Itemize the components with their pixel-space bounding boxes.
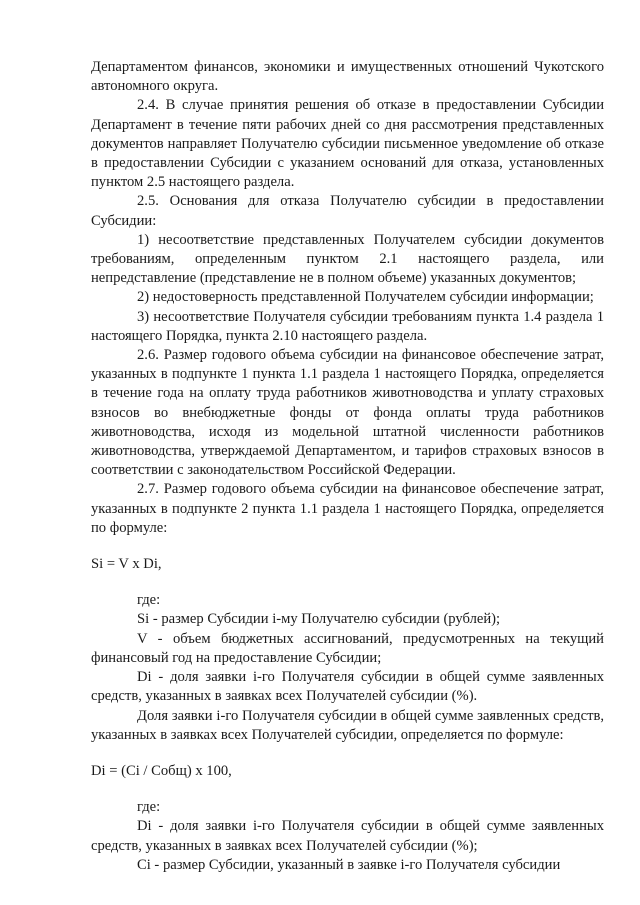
where-label-2: где: — [137, 799, 161, 816]
paragraph-2-5: 2.5. Основания для отказа Получателю субсидии в предоставлении Субсидии: — [91, 193, 604, 229]
where-label-1: где: — [137, 592, 161, 609]
document-body — [91, 58, 604, 875]
paragraph-2-5-item-3: 3) несоответствие Получателя субсидии требованиям пункта 1.4 раздела 1 настоящего Порядка, пункта 2.10 настоящего раздела. — [91, 308, 604, 344]
paragraph-2-7: 2.7. Размер годового объема субсидии на финансовое обеспечение затрат, указанных в подпункте 2 пункта 1.1 раздела 1 настоящего Порядка, определяется по формуле: — [91, 481, 604, 536]
formula-di: Di = (Ci / Cобщ) x 100, — [91, 762, 232, 779]
formula-si: Si = V x Di, — [91, 556, 162, 573]
definition-ci: Ci - размер Субсидии, указанный в заявке i-го Получателя субсидии — [137, 856, 561, 873]
paragraph-2-5-item-1: 1) несоответствие представленных Получателем субсидии документов требованиям, определенным пунктом 2.1 настоящего раздела, или непредставление (представление не в полном объеме) указанных документов; — [91, 231, 604, 287]
definition-si: Si - размер Субсидии i-му Получателю субсидии (рублей); — [137, 611, 501, 628]
paragraph-2-5-item-2: 2) недостоверность представленной Получателем субсидии информации; — [137, 289, 594, 306]
paragraph-2-6: 2.6. Размер годового объема субсидии на финансовое обеспечение затрат, указанных в подпункте 1 пункта 1.1 раздела 1 настоящего Порядка, определяется в течение года на оплату труда работников животноводства и уплату страховых взносов во внебюджетные фонды от фонда оплаты труда работников животноводства, исходя из модельной штатной численности работников животноводства, утверждаемой Департаментом, и тарифов страховых взносов в соответствии с законодательством Российской Федерации. — [91, 347, 604, 479]
paragraph-share-intro: Доля заявки i-го Получателя субсидии в общей сумме заявленных средств, указанных в заявках всех Получателей субсидии, определяется по формуле: — [91, 707, 604, 743]
definition-di-2: Di - доля заявки i-го Получателя субсидии в общей сумме заявленных средств, указанных в заявках всех Получателей субсидии (%); — [91, 818, 604, 854]
paragraph-2-4: 2.4. В случае принятия решения об отказе в предоставлении Субсидии Департамент в течение пяти рабочих дней со дня рассмотрения представленных документов направляет Получателю субсидии письменное уведомление об отказе в предоставлении Субсидии с указанием оснований для отказа, установленных пунктом 2.5 настоящего раздела. — [91, 97, 604, 191]
paragraph-department: Департаментом финансов, экономики и имущественных отношений Чукотского автономного округа. — [91, 59, 604, 95]
definition-di: Di - доля заявки i-го Получателя субсидии в общей сумме заявленных средств, указанных в заявках всех Получателей субсидии (%). — [91, 669, 604, 705]
definition-v: V - объем бюджетных ассигнований, предусмотренных на текущий финансовый год на предоставление Субсидии; — [91, 630, 604, 666]
